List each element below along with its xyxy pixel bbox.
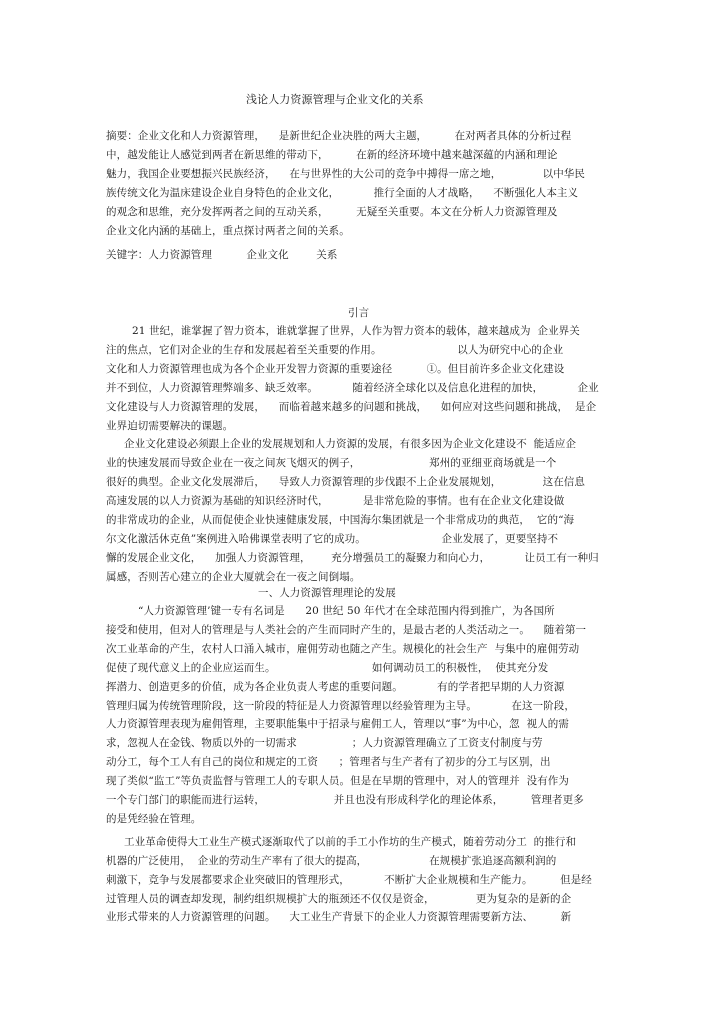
intro-line: 注的焦点，它们对企业的生存和发展起着至关重要的作用。 以人为研究中心的企业	[106, 343, 564, 356]
section-line: 刺激下，竞争与发展都要求企业突破旧的管理形式， 不断扩大企业规模和生产能力。 但是经	[106, 873, 592, 886]
abstract-line: 摘要：企业文化和人力资源管理， 是新世纪企业决胜的两大主题， 在对两者具体的分析过程	[106, 130, 572, 142]
section-line: 挥潜力、创造更多的价值，成为各企业负责人考虑的重要问题。 有的学者把早期的人力资源	[106, 680, 565, 693]
section-line: 过管理人员的调查却发现，制约组织规模扩大的瓶颈还不仅仅是资金， 更为复杂的是新的企	[106, 892, 572, 905]
section-line: 促使了现代意义上的企业应运而生。 如何调动员工的积极性， 使其充分发	[106, 661, 549, 674]
section-line: 人力资源管理表现为雇佣管理，主要职能集中于招录与雇佣工人，管理以“事”为中心，忽 视人的需	[106, 718, 570, 731]
section-line: 接受和使用，但对人的管理是与人类社会的产生而同时产生的，是最古老的人类活动之一。 随着第一	[106, 623, 587, 636]
intro-line: 属感，否则苦心建立的企业大厦就会在一夜之间倒塌。	[106, 570, 361, 583]
keywords-line: 关键字：人力资源管理 企业文化 关系	[106, 249, 338, 261]
section-line: 的是凭经验在管理。	[106, 812, 202, 825]
abstract-line: 族传统文化为温床建设企业自身特色的企业文化， 推行全面的人才战略， 不断强化人本主义	[106, 186, 579, 199]
section-line: 求，忽视人在金钱、物质以外的一切需求 ；人力资源管理确立了工资支付制度与劳	[106, 737, 543, 750]
abstract-line: 魅力，我国企业要想振兴民族经济， 在与世界性的大公司的竞争中搏得一席之地， 以中华民	[106, 167, 585, 180]
intro-heading: 引言	[348, 307, 370, 319]
intro-line: 很好的典型。企业文化发展滞后， 导致人力资源管理的步伐跟不上企业发展规划， 这在信息	[106, 476, 585, 489]
intro-line: 尔文化激活休克鱼”案例进入哈佛课堂表明了它的成功。 企业发展了，更要坚持不	[106, 532, 559, 545]
intro-line: 文化建设与人力资源管理的发展， 而临着越来越多的问题和挑战， 如何应对这些问题和挑战， 是企	[106, 400, 597, 413]
section-line: 动分工，每个工人有自己的岗位和规定的工资 ；管理者与生产者有了初步的分工与区别，出	[106, 756, 551, 769]
intro-line: 的非常成功的企业，从而促使企业快速健康发展，中国海尔集团就是一个非常成功的典范， 它的“海	[106, 514, 575, 526]
intro-line: 21 世纪，谁掌握了智力资本，谁就掌握了世界，人作为智力资本的载体，越来越成为 企业界关	[132, 325, 580, 337]
abstract-line: 企业文化内涵的基础上，重点探讨两者之间的关系。	[106, 224, 350, 237]
section-line: 管理归属为传统管理阶段，这一阶段的特征是人力资源管理以经验管理为主导。 在这一阶段，	[106, 699, 575, 712]
section-line: 业形式带来的人力资源管理的问题。 大工业生产背景下的企业人力资源管理需要新方法、 新	[106, 911, 572, 924]
section-line: “人力资源管理’键一专有名词是 20 世纪 50 年代才在全球范围内得到推广，为各国所	[138, 605, 555, 617]
section-heading: 一、人力资源管理理论的发展	[258, 587, 396, 599]
section-line: 现了类似“监工”等负责监督与管理工人的专职人员。但是在早期的管理中，对人的管理并 没有作为	[106, 775, 570, 788]
intro-line: 企业文化建设必须跟上企业的发展规划和人力资源的发展，有很多因为企业文化建设不 能适应企	[124, 438, 577, 451]
abstract-line: 的观念和思维，充分发挥两者之间的互动关系， 无疑至关重要。本文在分析人力资源管理及	[106, 205, 558, 218]
intro-line: 懈的发展企业文化， 加强人力资源管理， 充分增强员工的凝聚力和向心力， 让员工有一种归	[106, 551, 599, 564]
intro-line: 业界迫切需要解决的课题。	[106, 419, 234, 432]
intro-line: 业的快速发展而导致企业在一夜之间灰飞烟灭的例子， 郑州的亚细亚商场就是一个	[106, 457, 557, 470]
abstract-line: 中，越发能让人感觉到两者在新思维的带动下， 在新的经济环境中越来越深蕴的内涵和理论	[106, 148, 558, 161]
section-line: 工业革命使得大工业生产模式逐渐取代了以前的手工小作坊的生产模式，随着劳动分工 的推行和	[124, 835, 577, 848]
intro-line: 并不到位，人力资源管理弊端多、缺乏效率。 随着经济全球化以及信息化进程的加快， 企业	[106, 381, 599, 394]
section-line: 一个专门部门的职能而进行运转， 并且也没有形成科学化的理论体系， 管理者更多	[106, 794, 584, 806]
section-line: 次工业革命的产生，农村人口涌入城市，雇佣劳动也随之产生。规模化的社会生产 与集中的雇佣劳动	[106, 642, 580, 655]
document-title: 浅论人力资源管理与企业文化的关系	[246, 93, 424, 106]
intro-line: 高速发展的以人力资源为基础的知识经济时代， 是非常危险的事情。也有在企业文化建设做	[106, 495, 565, 508]
section-line: 机器的广泛使用， 企业的劳动生产率有了很大的提高， 在规模扩张追逐高额利润的	[106, 854, 557, 867]
intro-line: 文化和人力资源管理也成为各个企业开发智力资源的重要途径 ①。但目前许多企业文化建设	[106, 362, 565, 375]
